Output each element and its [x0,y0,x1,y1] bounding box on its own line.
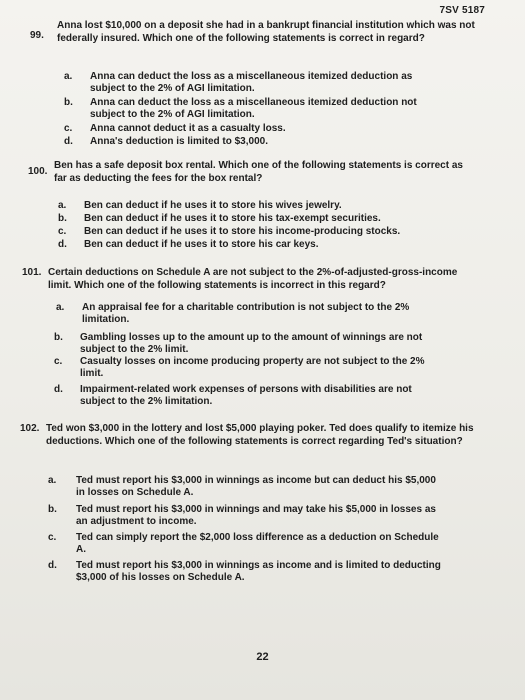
option-letter: d. [64,136,73,147]
option-text: Gambling losses up to the amount up to the amount of winnings are not subject to the 2% limit. [80,332,423,355]
option-text: Anna's deduction is limited to $3,000. [90,136,268,147]
option-letter: c. [54,356,63,367]
question-text: Anna lost $10,000 on a deposit she had in a bankrupt financial institution which was not federally insured. Which one of the following statements is correct in regard? [57,20,475,44]
option-letter: a. [58,200,67,211]
question-text: Ted won $3,000 in the lottery and lost $5,000 playing poker. Ted does qualify to itemize his deductions. Which one of the following statements is correct regarding Ted's situation? [46,423,474,447]
option-text: Anna can deduct the loss as a miscellaneous itemized deduction not subject to the 2% of AGI limitation. [90,97,417,120]
option-letter: c. [64,123,73,134]
option-letter: b. [64,97,73,108]
option-text: Ted must report his $3,000 in winnings as income and is limited to deducting $3,000 of his losses on Schedule A. [76,560,441,583]
option-letter: b. [48,504,57,515]
document-code: 7SV 5187 [439,5,485,16]
option-text: An appraisal fee for a charitable contribution is not subject to the 2% limitation. [82,302,410,325]
question-number: 101. [22,267,42,278]
page-number: 22 [256,651,269,663]
option-text: Ben can deduct if he uses it to store his car keys. [84,239,319,250]
option-text: Casualty losses on income producing property are not subject to the 2% limit. [80,356,425,379]
option-text: Impairment-related work expenses of persons with disabilities are not subject to the 2% limitation. [80,384,412,407]
option-text: Ted must report his $3,000 in winnings and may take his $5,000 in losses as an adjustment to income. [76,504,436,527]
option-text: Ted must report his $3,000 in winnings as income but can deduct his $5,000 in losses on Schedule A. [76,475,436,498]
option-text: Ben can deduct if he uses it to store his wives jewelry. [84,200,342,211]
option-text: Ted can simply report the $2,000 loss difference as a deduction on Schedule A. [76,532,439,555]
question-text: Certain deductions on Schedule A are not subject to the 2%-of-adjusted-gross-income limit. Which one of the following statements is incorrect in this regard? [48,267,458,291]
option-letter: a. [64,71,73,82]
option-letter: d. [54,384,63,395]
option-letter: c. [48,532,57,543]
option-text: Anna cannot deduct it as a casualty loss. [90,123,286,134]
question-number: 102. [20,423,40,434]
option-letter: d. [58,239,67,250]
option-letter: a. [48,475,57,486]
option-letter: b. [58,213,67,224]
option-letter: d. [48,560,57,571]
option-letter: a. [56,302,65,313]
option-letter: c. [58,226,67,237]
option-text: Ben can deduct if he uses it to store his tax-exempt securities. [84,213,381,224]
question-number: 100. [28,166,48,177]
option-text: Ben can deduct if he uses it to store his income-producing stocks. [84,226,401,237]
question-number: 99. [30,30,44,41]
option-letter: b. [54,332,63,343]
option-text: Anna can deduct the loss as a miscellaneous itemized deduction as subject to the 2% of AGI limitation. [90,71,413,94]
question-text: Ben has a safe deposit box rental. Which one of the following statements is correct as far as deducting the fees for the box rental? [54,160,463,184]
